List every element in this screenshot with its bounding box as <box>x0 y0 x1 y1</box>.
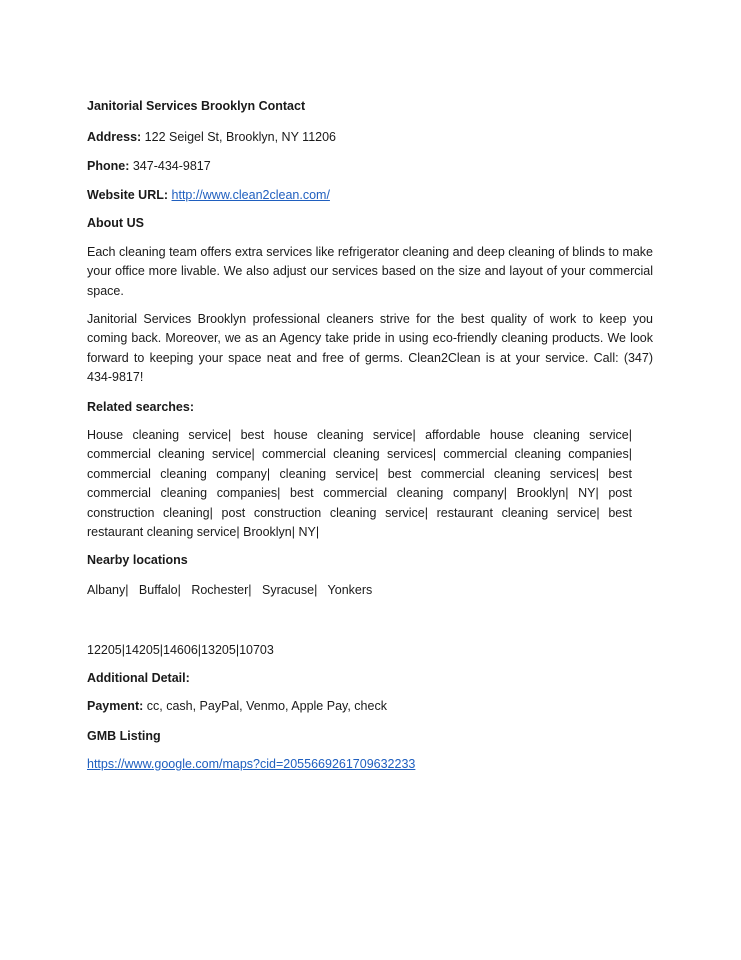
page-title: Janitorial Services Brooklyn Contact <box>87 99 306 113</box>
about-heading: About US <box>87 216 144 230</box>
nearby-location-item: Syracuse | <box>262 583 324 597</box>
gmb-line <box>87 755 415 774</box>
related-search-item: best commercial cleaning companies | <box>87 467 632 500</box>
related-search-item: best restaurant cleaning service | <box>87 506 632 539</box>
address-line <box>87 128 336 147</box>
phone-value: 347-434-9817 <box>132 159 211 173</box>
nearby-location-item: Albany | <box>87 583 135 597</box>
nearby-heading: Nearby locations <box>87 553 188 567</box>
payment-value: cc, cash, PayPal, Venmo, Apple Pay, check <box>146 699 387 713</box>
website-line <box>87 186 330 205</box>
website-link[interactable]: http://www.clean2clean.com/ <box>171 188 330 202</box>
related-search-item: best commercial cleaning services | <box>388 467 609 481</box>
zip-codes-list <box>87 641 274 660</box>
related-search-item: commercial cleaning service | <box>87 447 262 461</box>
related-search-item: post construction cleaning | <box>87 486 632 519</box>
related-search-item: best commercial cleaning company | <box>290 486 517 500</box>
related-search-item: best house cleaning service | <box>241 428 426 442</box>
nearby-location-item: Buffalo | <box>139 583 188 597</box>
additional-heading: Additional Detail: <box>87 671 190 685</box>
related-search-item: NY | <box>299 525 320 539</box>
related-search-item: post construction cleaning service | <box>222 506 437 520</box>
related-search-item: cleaning service | <box>280 467 388 481</box>
nearby-location-item: Rochester | <box>191 583 258 597</box>
related-search-item: restaurant cleaning service | <box>437 506 609 520</box>
about-paragraph-1: Each cleaning team offers extra services like refrigerator cleaning and deep cleaning of blinds to make your office more livable. We also adjust our services based on the size and layout of your commercial space. <box>87 245 653 298</box>
related-heading: Related searches: <box>87 400 195 414</box>
payment-label: Payment: <box>87 699 144 713</box>
about-paragraph-2: Janitorial Services Brooklyn professional cleaners strive for the best quality of work to keep you coming back. Moreover, we as an Agency take pride in using eco-friendly cleaning products. We look forward to keeping your space neat and free of germs. Clean2Clean is at your service. Call: (347) 434-9817! <box>87 312 653 385</box>
related-search-item: affordable house cleaning service | <box>425 428 632 442</box>
zip-code-item: 12205 | <box>87 643 125 657</box>
payment-line <box>87 697 387 716</box>
related-search-item: Brooklyn | <box>243 525 298 539</box>
zip-code-item: 14205 | <box>125 643 163 657</box>
zip-code-item: 14606 | <box>163 643 201 657</box>
gmb-link[interactable]: https://www.google.com/maps?cid=2055669261709632233 <box>87 757 416 771</box>
address-value: 122 Seigel St, Brooklyn, NY 11206 <box>144 130 336 144</box>
website-label: Website URL: <box>87 188 169 202</box>
zip-code-item: 13205 | <box>201 643 239 657</box>
related-search-item: commercial cleaning company | <box>87 467 280 481</box>
nearby-location-item: Yonkers <box>327 583 373 597</box>
related-searches-list <box>87 426 632 542</box>
related-search-item: NY | <box>578 486 608 500</box>
related-search-item: commercial cleaning companies | <box>443 447 632 461</box>
phone-line <box>87 157 211 176</box>
gmb-heading: GMB Listing <box>87 729 161 743</box>
nearby-locations-list <box>87 581 372 600</box>
address-label: Address: <box>87 130 142 144</box>
related-search-item: commercial cleaning services | <box>262 447 443 461</box>
related-search-item: Brooklyn | <box>517 486 579 500</box>
phone-label: Phone: <box>87 159 130 173</box>
zip-code-item: 10703 <box>239 643 274 657</box>
related-search-item: House cleaning service | <box>87 428 241 442</box>
